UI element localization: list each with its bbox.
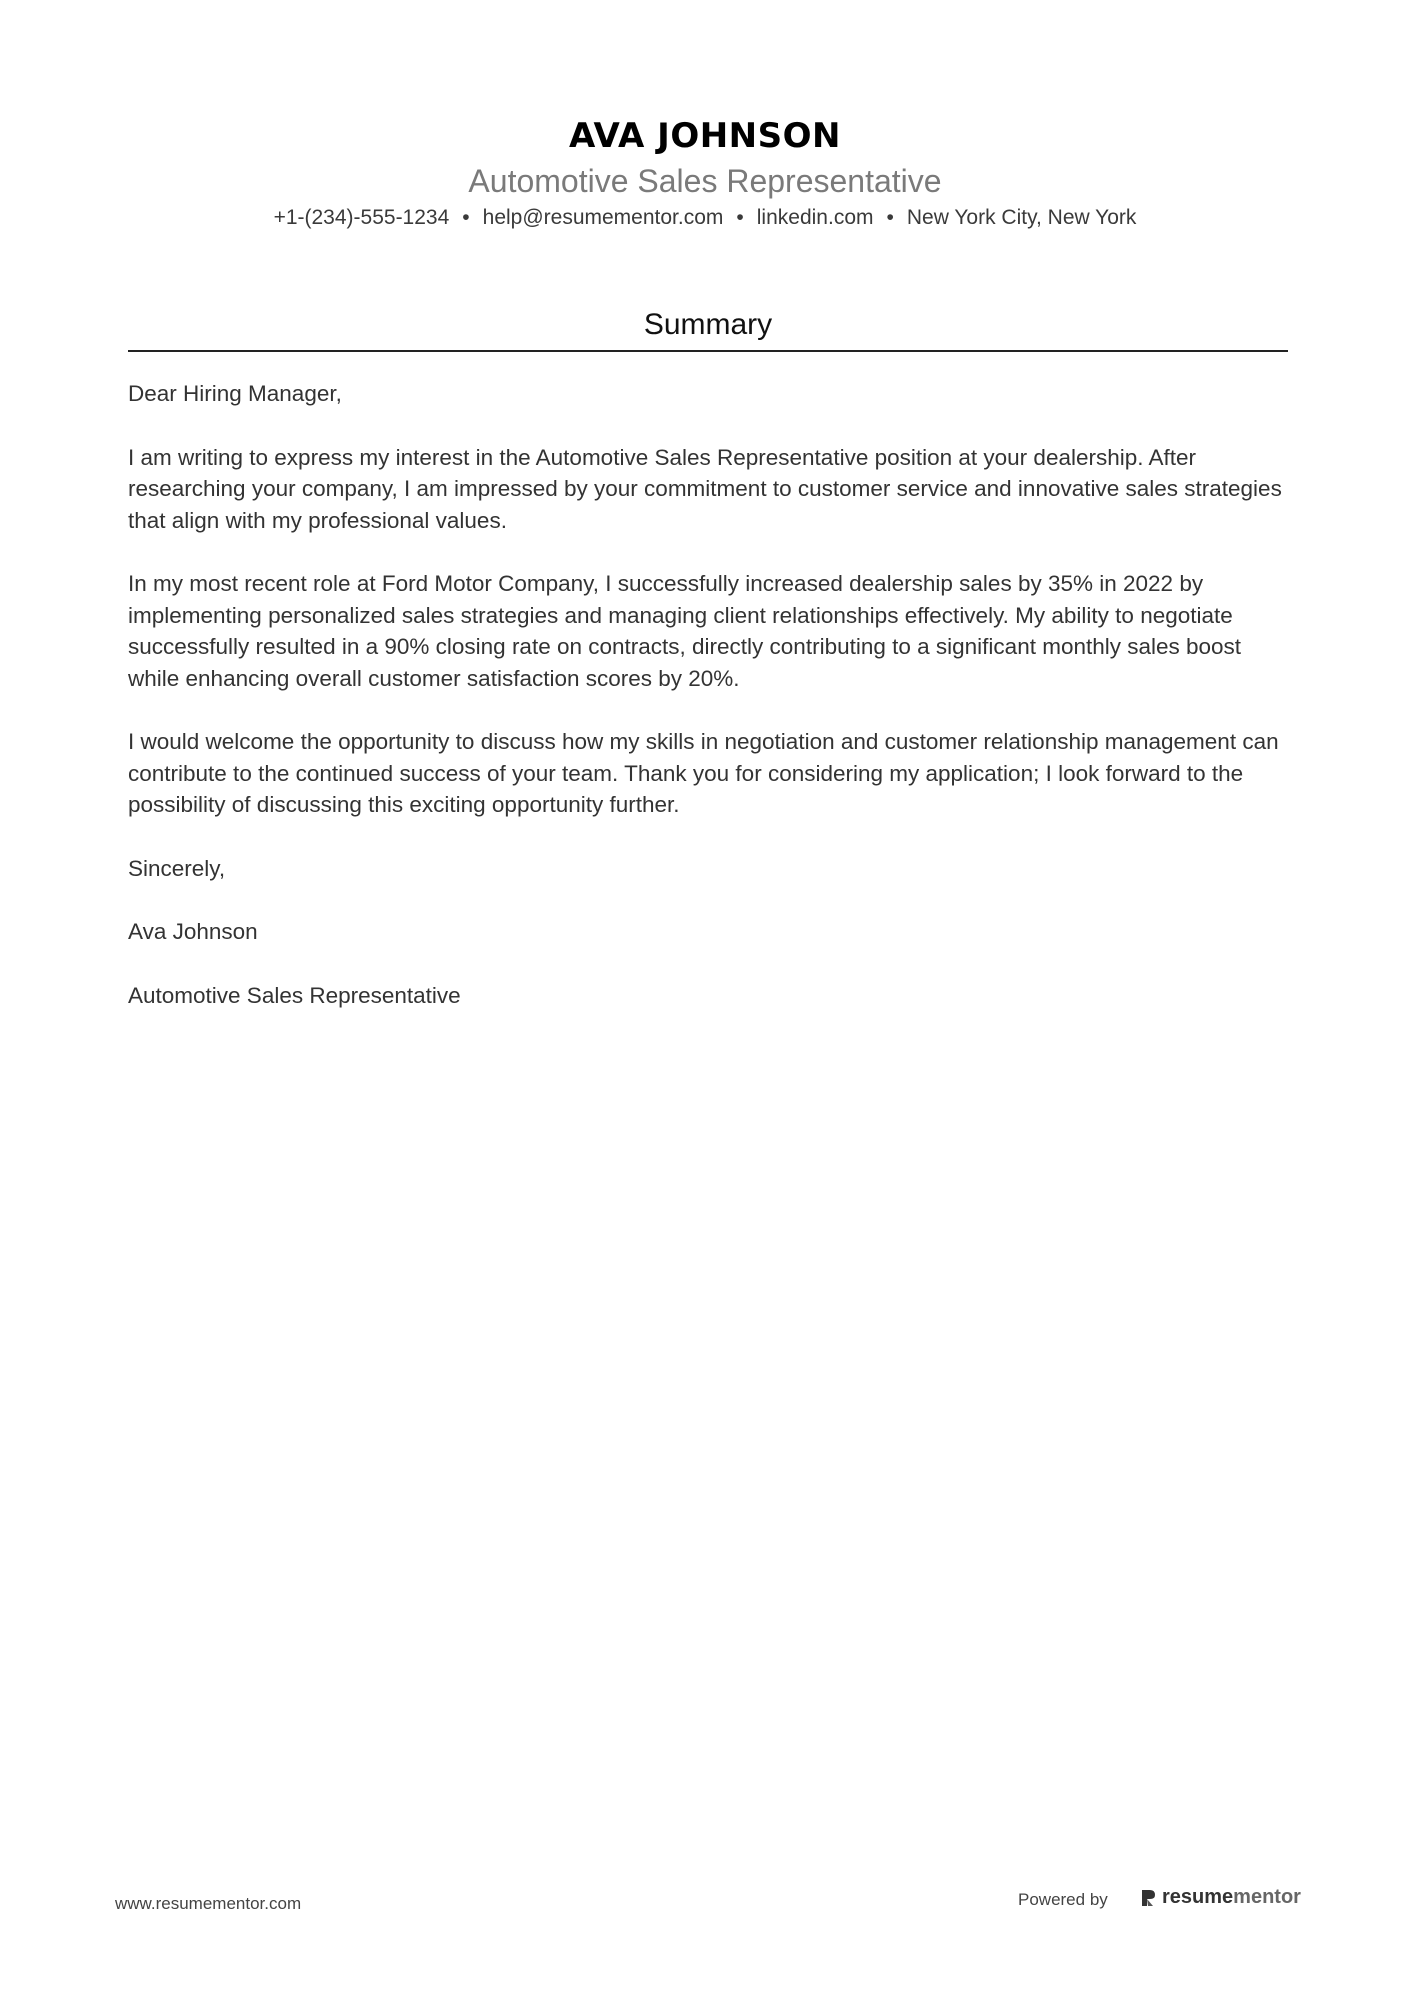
header — [0, 112, 1410, 232]
contact-email[interactable]: help@resumementor.com — [482, 206, 724, 229]
contact-line — [0, 204, 1410, 232]
brand-logo[interactable] — [1140, 1886, 1301, 1909]
footer-url[interactable]: www.resumementor.com — [115, 1894, 302, 1913]
brand-name-bold: resume — [1162, 1886, 1234, 1908]
section-title-summary: Summary — [643, 308, 773, 341]
letter-greeting: Dear Hiring Manager, — [128, 381, 342, 406]
candidate-name: AVA JOHNSON — [569, 116, 841, 156]
letter-paragraph: I am writing to express my interest in the Automotive Sales Representative position at your dealership. After researching your company, I am impressed by your commitment to customer service and innovative sales strategies that align with my professional values. — [128, 444, 1282, 533]
letter-body — [128, 378, 1288, 1043]
powered-by-label: Powered by — [1018, 1890, 1108, 1909]
letter-paragraph: In my most recent role at Ford Motor Company, I successfully increased dealership sales by 35% in 2022 by implementing personalized sales strategies and managing client relationships effectively. My ability to negotiate successfully resulted in a 90% closing rate on contracts, directly contributing to a significant monthly sales boost while enhancing overall customer satisfaction scores by 20%. — [128, 571, 1242, 691]
section-divider — [128, 350, 1288, 352]
separator-dot: • — [462, 206, 470, 229]
contact-location: New York City, New York — [906, 206, 1137, 229]
letter-closing: Sincerely, — [128, 855, 226, 881]
signature-name: Ava Johnson — [128, 919, 258, 944]
signature-title: Automotive Sales Representative — [128, 982, 461, 1008]
resumementor-logo-icon — [1140, 1888, 1156, 1908]
separator-dot: • — [736, 206, 744, 229]
contact-linkedin[interactable]: linkedin.com — [756, 206, 874, 229]
contact-phone: +1-(234)-555-1234 — [273, 206, 450, 229]
separator-dot: • — [886, 206, 894, 229]
candidate-title: Automotive Sales Representative — [468, 163, 942, 199]
letter-paragraph: I would welcome the opportunity to discuss how my skills in negotiation and customer relationship management can contribute to the continued success of your team. Thank you for considering my application; I look forward to the possibility of discussing this exciting opportunity further. — [128, 729, 1279, 817]
brand-name-light: mentor — [1233, 1886, 1301, 1908]
